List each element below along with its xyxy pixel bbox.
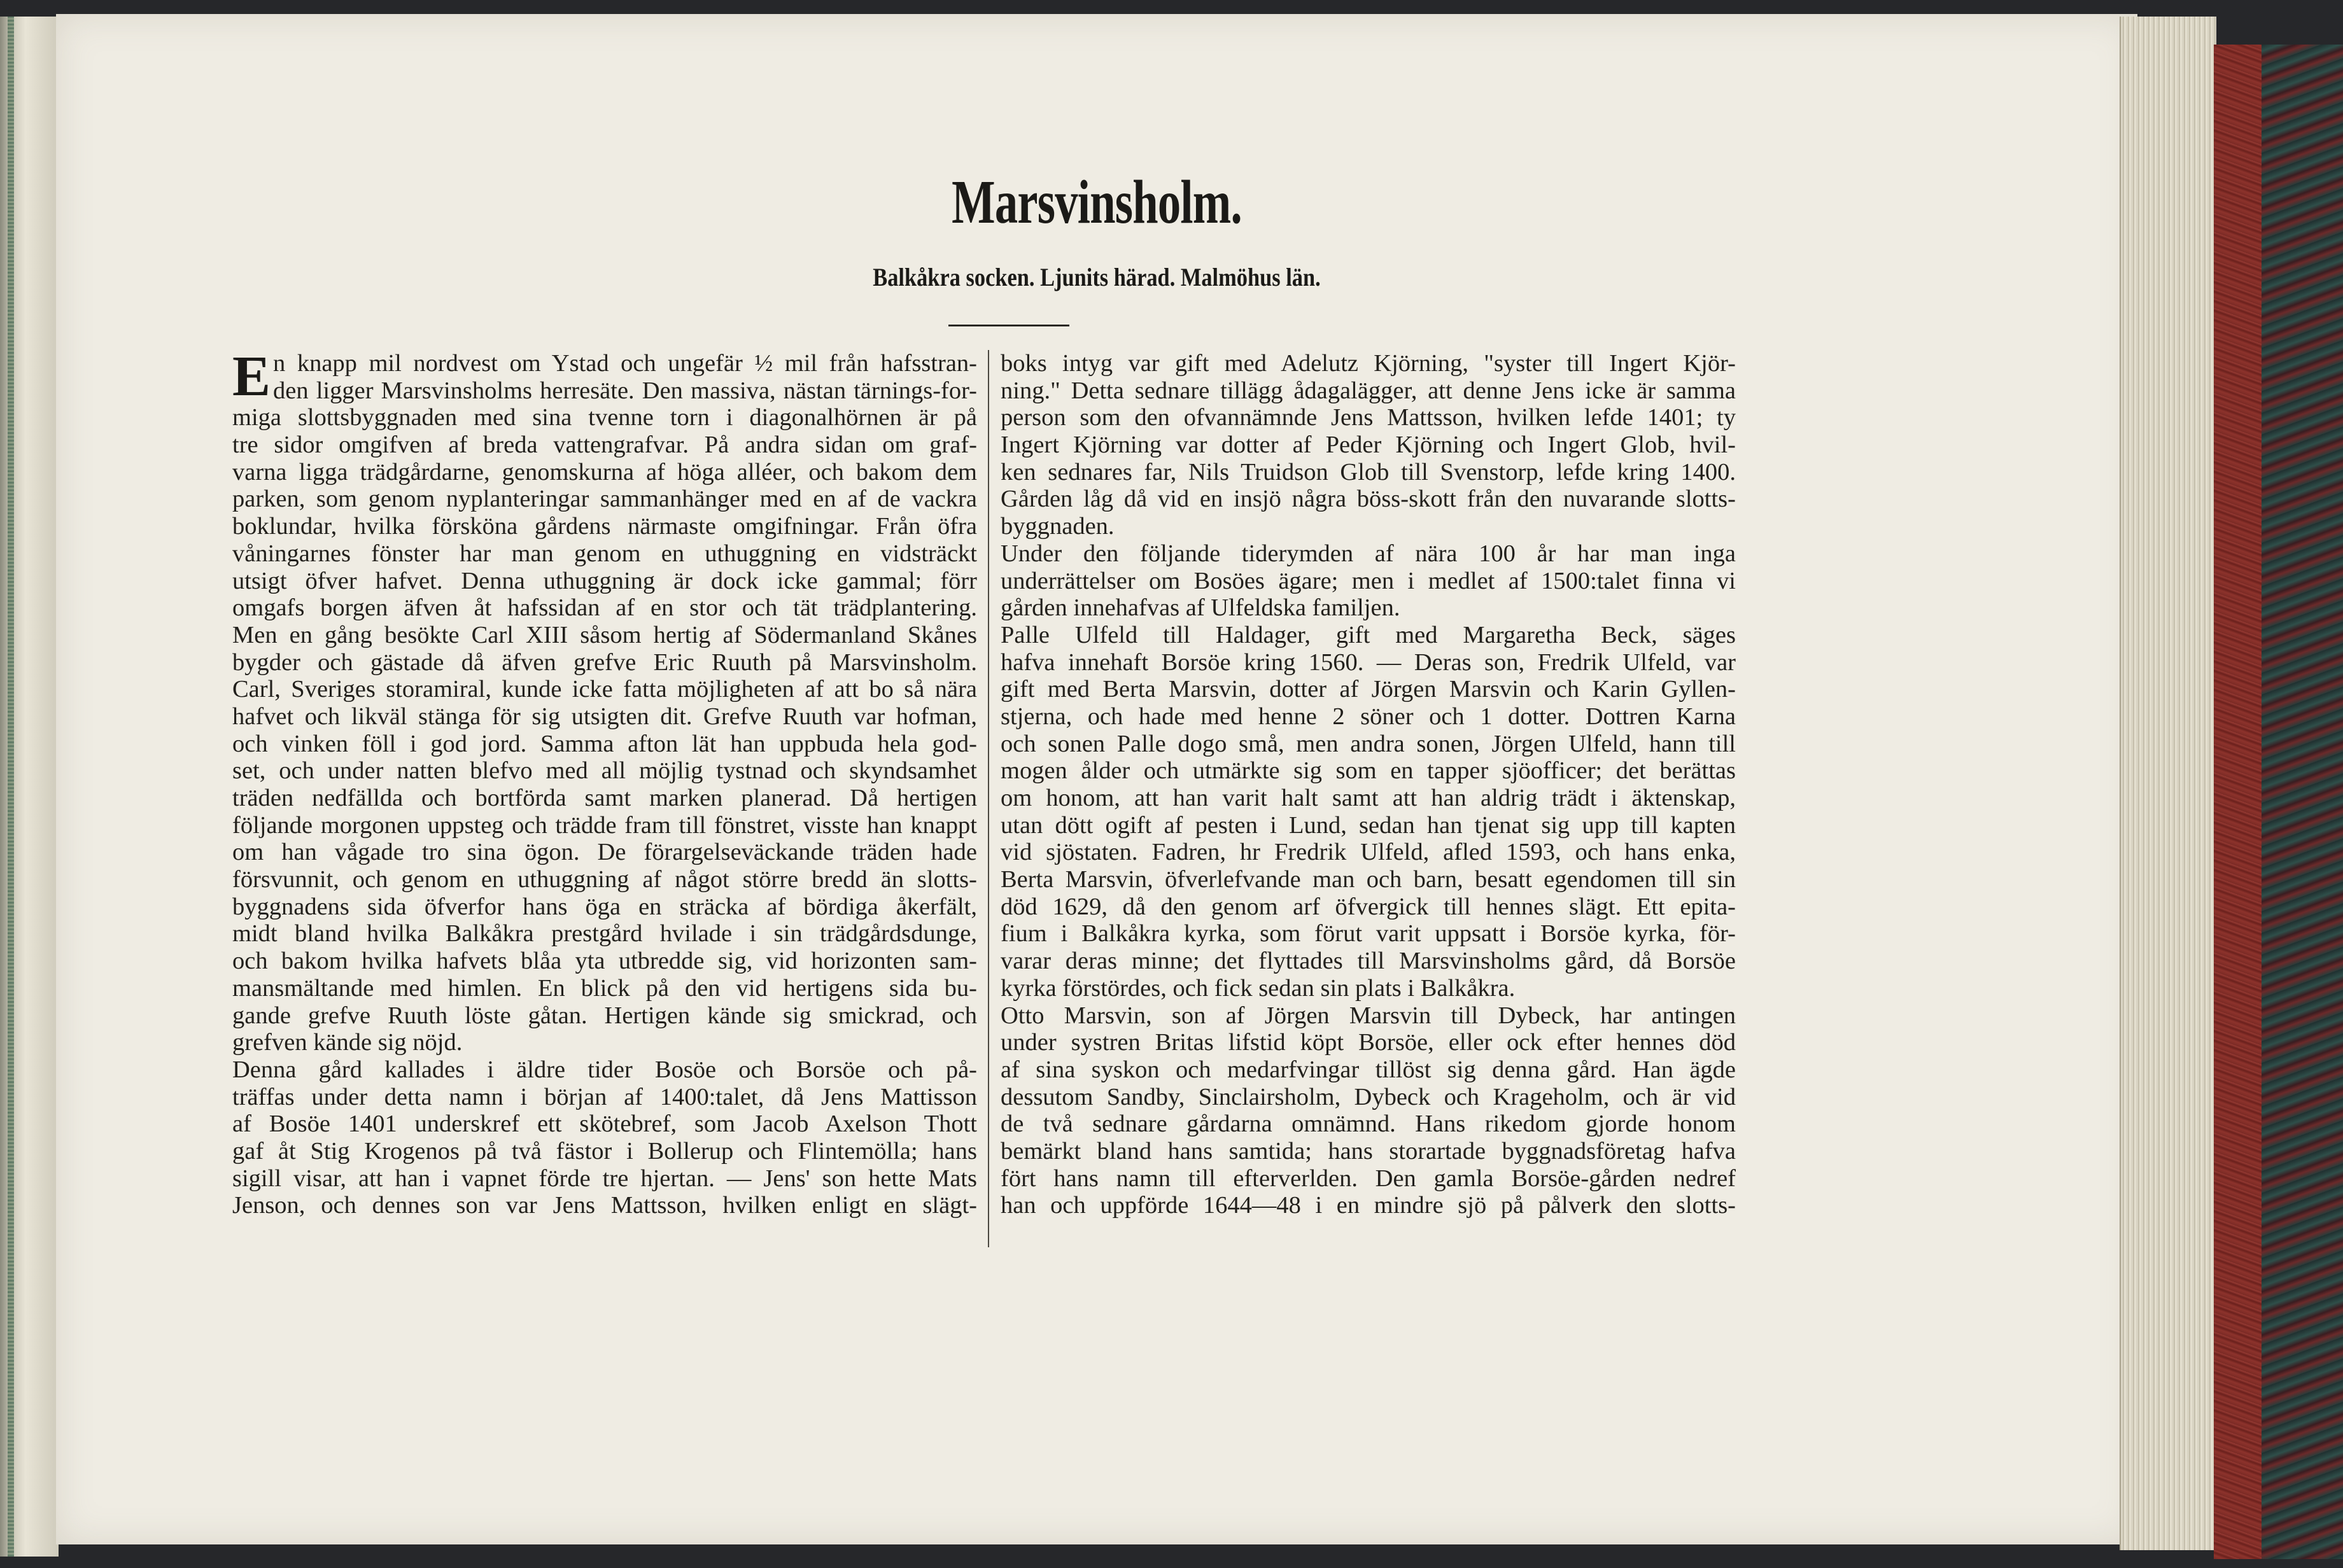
text-line: gaf åt Stig Krogenos på två fästor i Bollerup och Flintemölla; hans [232,1137,977,1165]
left-column [232,345,977,1219]
text-line: om honom, att han varit halt samt att han aldrig trädt i äktenskap, [1001,785,1736,811]
text-line: vid sjöstaten. Fadren, hr Fredrik Ulfeld, afled 1593, och hans enka, [1001,839,1736,866]
text-line: omgafs borgen äfven åt hafssidan af en stor och tät trädplantering. [232,594,977,622]
text-line: byggnadens sida öfverfor hans öga en sträcka af bördiga åkerfält, [232,893,977,920]
text-line: mogen ålder och utmärkte sig som en tapper sjöofficer; det berättas [1001,757,1736,785]
text-line: Men en gång besökte Carl XIII såsom hertig af Södermanland Skånes [232,621,977,648]
text-line: boks intyg var gift med Adelutz Kjörning, "syster till Ingert Kjör- [1001,350,1736,377]
text-line: Palle Ulfeld till Haldager, gift med Margaretha Beck, säges [1001,621,1736,648]
text-line: ken sednares far, Nils Truidson Glob till Svenstorp, lefde kring 1400. [1001,458,1736,486]
text-line: Gården låg då vid en insjö några böss-skott från den nuvarande slotts- [1001,486,1736,513]
text-line: boklundar, hvilka försköna gårdens närmaste omgifningar. Från öfra [232,513,977,540]
text-line: hafvet och likväl stänga för sig utsigten dit. Grefve Ruuth var hofman, [232,703,977,730]
text-line: parken, som genom nyplanteringar sammanhänger med en af de vackra [232,486,977,513]
text-line: fört hans namn till efterverlden. Den gamla Borsöe-gården nedref [1001,1165,1736,1192]
drop-cap: E [232,345,271,408]
text-line: tre sidor omgifven af breda vattengrafvar. På andra sidan om graf- [232,431,977,459]
text-line: stjerna, och hade med henne 2 söner och 1 dotter. Dottren Karna [1001,703,1736,730]
text-line: följande morgonen uppsteg och trädde fram till fönstret, visste han knappt [232,811,977,839]
column-divider [988,350,989,1247]
text-line: fium i Balkåkra kyrka, som förut varit uppsatt i Borsöe kyrka, för- [1001,920,1736,948]
text-line: död 1629, då den genom arf öfvergick till hennes slägt. Ett epita- [1001,893,1736,920]
book-left-edge [0,17,59,1557]
text-line: Jenson, och dennes son var Jens Mattsson, hvilken enligt en slägt- [232,1192,977,1219]
text-line: bygder och gästade då äfven grefve Eric Ruuth på Marsvinsholm. [232,648,977,676]
page-subtitle: Balkåkra socken. Ljunits härad. Malmöhus län. [873,263,1321,291]
text-line: gift med Berta Marsvin, dotter af Jörgen Marsvin och Karin Gyllen- [1001,676,1736,703]
book-cover-edge [2214,45,2262,1559]
binding-stripe [8,17,14,1557]
text-line: person som den ofvannämnde Jens Mattsson, hvilken lefde 1401; ty [1001,404,1736,431]
text-line: och sonen Palle dogo små, men andra sonen, Jörgen Ulfeld, hann till [1001,730,1736,757]
text-line: träffas under detta namn i början af 1400:talet, då Jens Mattisson [232,1083,977,1110]
text-line: hafva innehaft Borsöe kring 1560. — Deras son, Fredrik Ulfeld, var [1001,648,1736,676]
text-line: ning." Detta sednare tillägg ådagalägger, att denne Jens icke är samma [1001,377,1736,404]
text-line: af sina syskon och medarfvingar tillöst sig denna gård. Han ägde [1001,1056,1736,1083]
text-line: gande grefve Ruuth löste gåtan. Hertigen kände sig smickrad, och [232,1002,977,1029]
text-line: dessutom Sandby, Sinclairsholm, Dybeck och Krageholm, och är vid [1001,1083,1736,1110]
text-line: varna ligga trädgårdarne, genomskurna af höga alléer, och bakom dem [232,458,977,486]
text-line: af Bosöe 1401 underskref ett skötebref, som Jacob Axelson Thott [232,1110,977,1138]
text-line: sigill visar, att han i vapnet förde tre hjertan. — Jens' son hette Mats [232,1165,977,1192]
book-cover-marbled [2262,45,2343,1559]
text-line: utsigt öfver hafvet. Denna uthuggning är dock icke gammal; förr [232,567,977,594]
text-line: gården innehafvas af Ulfeldska familjen. [1001,594,1400,622]
text-line: träden nedfällda och bortförda samt marken planerad. Då hertigen [232,785,977,811]
text-line: Carl, Sveriges storamiral, kunde icke fatta möjligheten af att bo så nära [232,676,977,703]
text-line: under systren Britas lifstid köpt Borsöe, eller ock efter hennes död [1001,1029,1736,1056]
text-line: byggnaden. [1001,513,1115,540]
right-column [1001,350,1736,1219]
text-line: kyrka förstördes, och fick sedan sin plats i Balkåkra. [1001,974,1516,1002]
text-line: utan dött ogift af pesten i Lund, sedan han tjenat sig upp till kapten [1001,811,1736,839]
title-rule [948,325,1069,326]
page-stack-edge [2120,17,2216,1550]
text-line: de två sednare gårdarna omnämnd. Hans rikedom gjorde honom [1001,1110,1736,1138]
text-line: Otto Marsvin, son af Jörgen Marsvin till Dybeck, har antingen [1001,1002,1736,1029]
text-line: försvunnit, och genom en uthuggning af något större bredd än slotts- [232,866,977,893]
text-line: miga slottsbyggnaden med sina tvenne torn i diagonalhörnen är på [232,404,977,431]
text-line: varar deras minne; det flyttades till Marsvinsholms gård, då Borsöe [1001,948,1736,975]
text-line: grefven kände sig nöjd. [232,1029,463,1056]
text-line: Denna gård kallades i äldre tider Bosöe och Borsöe och på- [232,1056,977,1083]
text-line: Under den följande tiderymden af nära 100 år har man inga [1001,540,1736,567]
text-line: och vinken föll i god jord. Samma afton lät han uppbuda hela god- [232,730,977,757]
text-line: set, och under natten blefvo med all möjlig tystnad och skyndsamhet [232,757,977,785]
text-line: Berta Marsvin, öfverlefvande man och barn, besatt egendomen till sin [1001,866,1736,893]
text-line: våningarnes fönster har man genom en uthuggning en vidsträckt [232,540,977,567]
text-line: underrättelser om Bosöes ägare; men i medlet af 1500:talet finna vi [1001,567,1736,594]
text-line: den ligger Marsvinsholms herresäte. Den massiva, nästan tärnings-for- [273,377,977,404]
text-line: och bakom hvilka hafvets blåa yta utbredde sig, vid horizonten sam- [232,948,977,975]
text-line: mansmältande med himlen. En blick på den vid hertigens sida bu- [232,974,977,1002]
text-line: Ingert Kjörning var dotter af Peder Kjörning och Ingert Glob, hvil- [1001,431,1736,459]
page-title: Marsvinsholm. [952,168,1242,237]
text-line: om han vågade tro sina ögon. De förargelseväckande träden hade [232,839,977,866]
text-line: han och uppförde 1644—48 i en mindre sjö på pålverk den slotts- [1001,1192,1736,1219]
text-line: midt bland hvilka Balkåkra prestgård hvilade i sin trädgårdsdunge, [232,920,977,948]
text-line: bemärkt bland hans samtida; hans storartade byggnadsföretag hafva [1001,1137,1736,1165]
text-line: n knapp mil nordvest om Ystad och ungefär ½ mil från hafsstran- [273,350,977,377]
